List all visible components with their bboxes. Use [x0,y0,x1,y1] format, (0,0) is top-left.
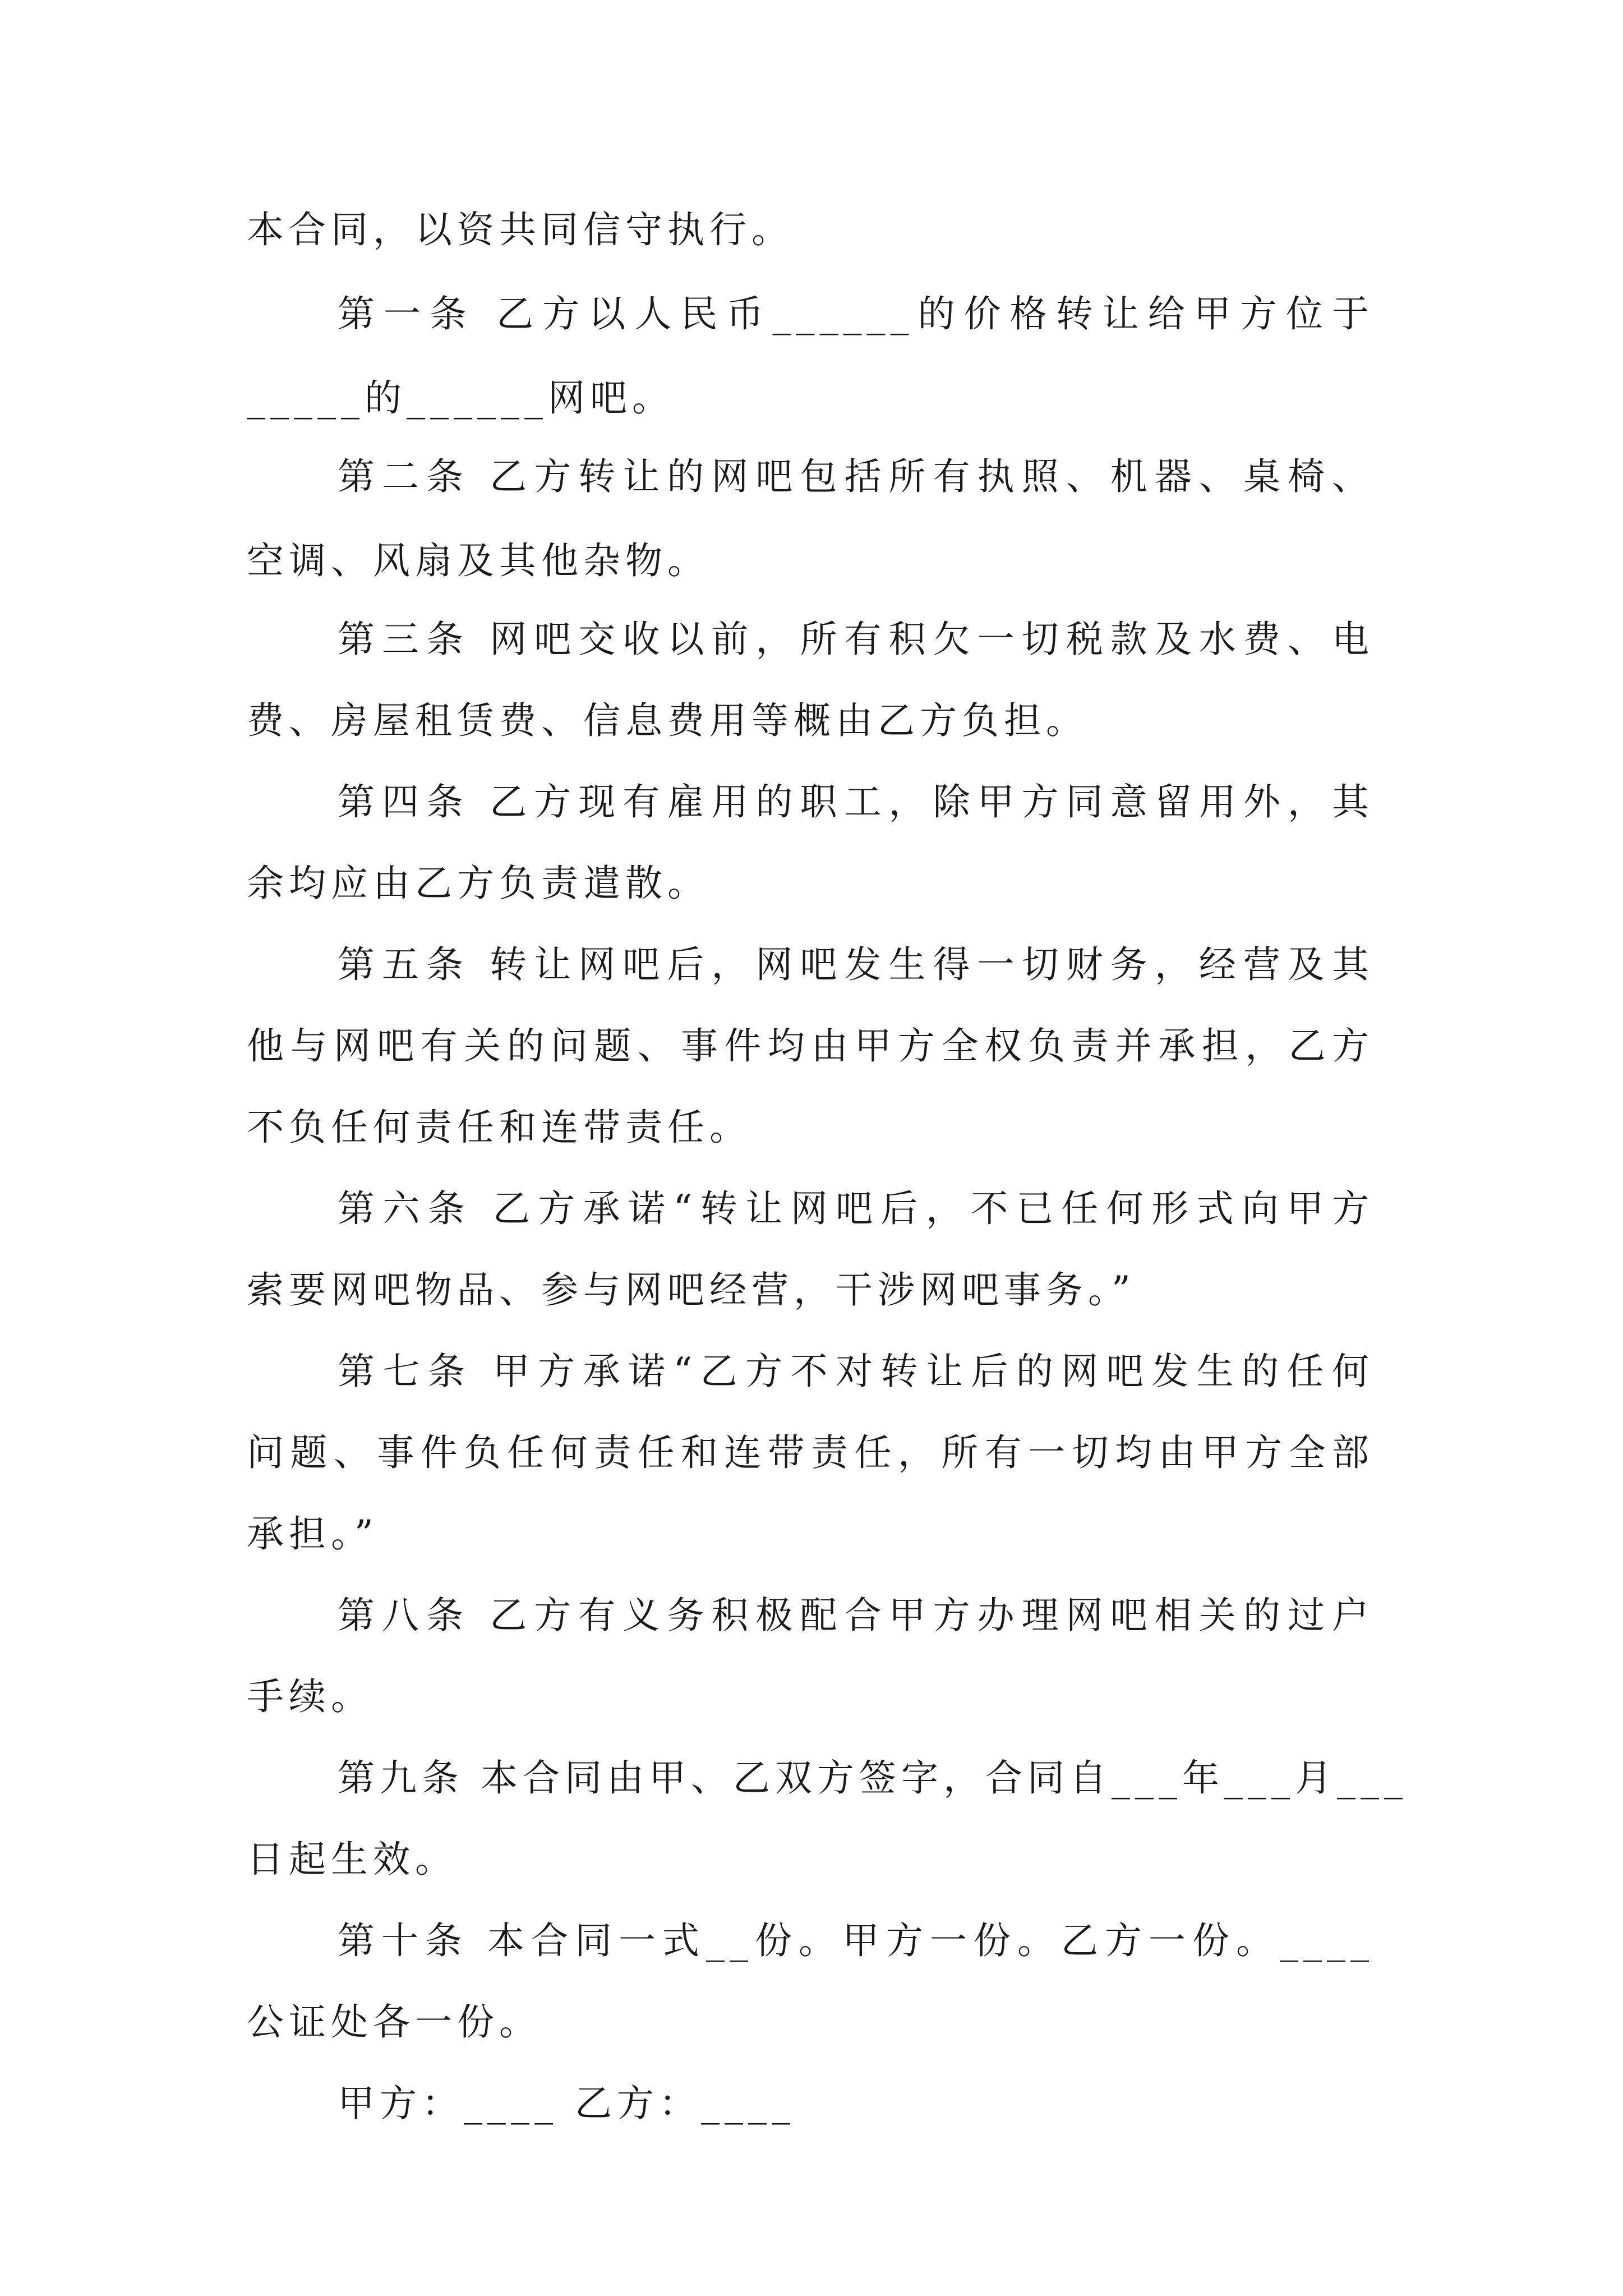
article-10-line: 第十条 本合同一式__份。甲方一份。乙方一份。____ [338,1919,1374,1962]
article-3-line: 第三条 网吧交收以前，所有积欠一切税款及水费、电 [338,618,1374,661]
article-6-line: 第六条 乙方承诺“转让网吧后，不已任何形式向甲方 [338,1187,1374,1230]
article-7-continuation: 问题、事件负任何责任和连带责任，所有一切均由甲方全部 [247,1431,1374,1474]
article-4-line: 第四条 乙方现有雇用的职工，除甲方同意留用外，其 [338,780,1374,823]
article-4-continuation: 余均应由乙方负责遣散。 [247,862,709,905]
article-2-line: 第二条 乙方转让的网吧包括所有执照、机器、桌椅、 [338,455,1374,498]
article-9-line: 第九条 本合同由甲、乙双方签字，合同自___年___月___ [338,1756,1408,1800]
article-8-continuation: 手续。 [247,1675,373,1718]
article-8-line: 第八条 乙方有义务积极配合甲方办理网吧相关的过户 [338,1594,1374,1637]
article-1-line: 第一条 乙方以人民币______的价格转让给甲方位于 [338,292,1374,335]
article-10-continuation: 公证处各一份。 [247,2000,541,2044]
article-5-continuation-2: 不负任何责任和连带责任。 [247,1106,751,1149]
article-2-continuation: 空调、风扇及其他杂物。 [247,539,709,582]
article-7-continuation-2: 承担。” [247,1512,379,1556]
article-9-continuation: 日起生效。 [247,1838,457,1881]
article-3-continuation: 费、房屋租赁费、信息费用等概由乙方负担。 [247,699,1088,742]
contract-text-line: 本合同，以资共同信守执行。 [247,208,794,251]
article-1-continuation: _____的______网吧。 [247,376,674,420]
article-7-line: 第七条 甲方承诺“乙方不对转让后的网吧发生的任何 [338,1350,1374,1393]
article-5-continuation: 他与网吧有关的问题、事件均由甲方全权负责并承担，乙方 [247,1024,1374,1068]
signature-line: 甲方：____ 乙方：____ [338,2082,795,2125]
article-6-continuation: 索要网吧物品、参与网吧经营，干涉网吧事务。” [247,1268,1136,1312]
article-5-line: 第五条 转让网吧后，网吧发生得一切财务，经营及其 [338,943,1374,986]
